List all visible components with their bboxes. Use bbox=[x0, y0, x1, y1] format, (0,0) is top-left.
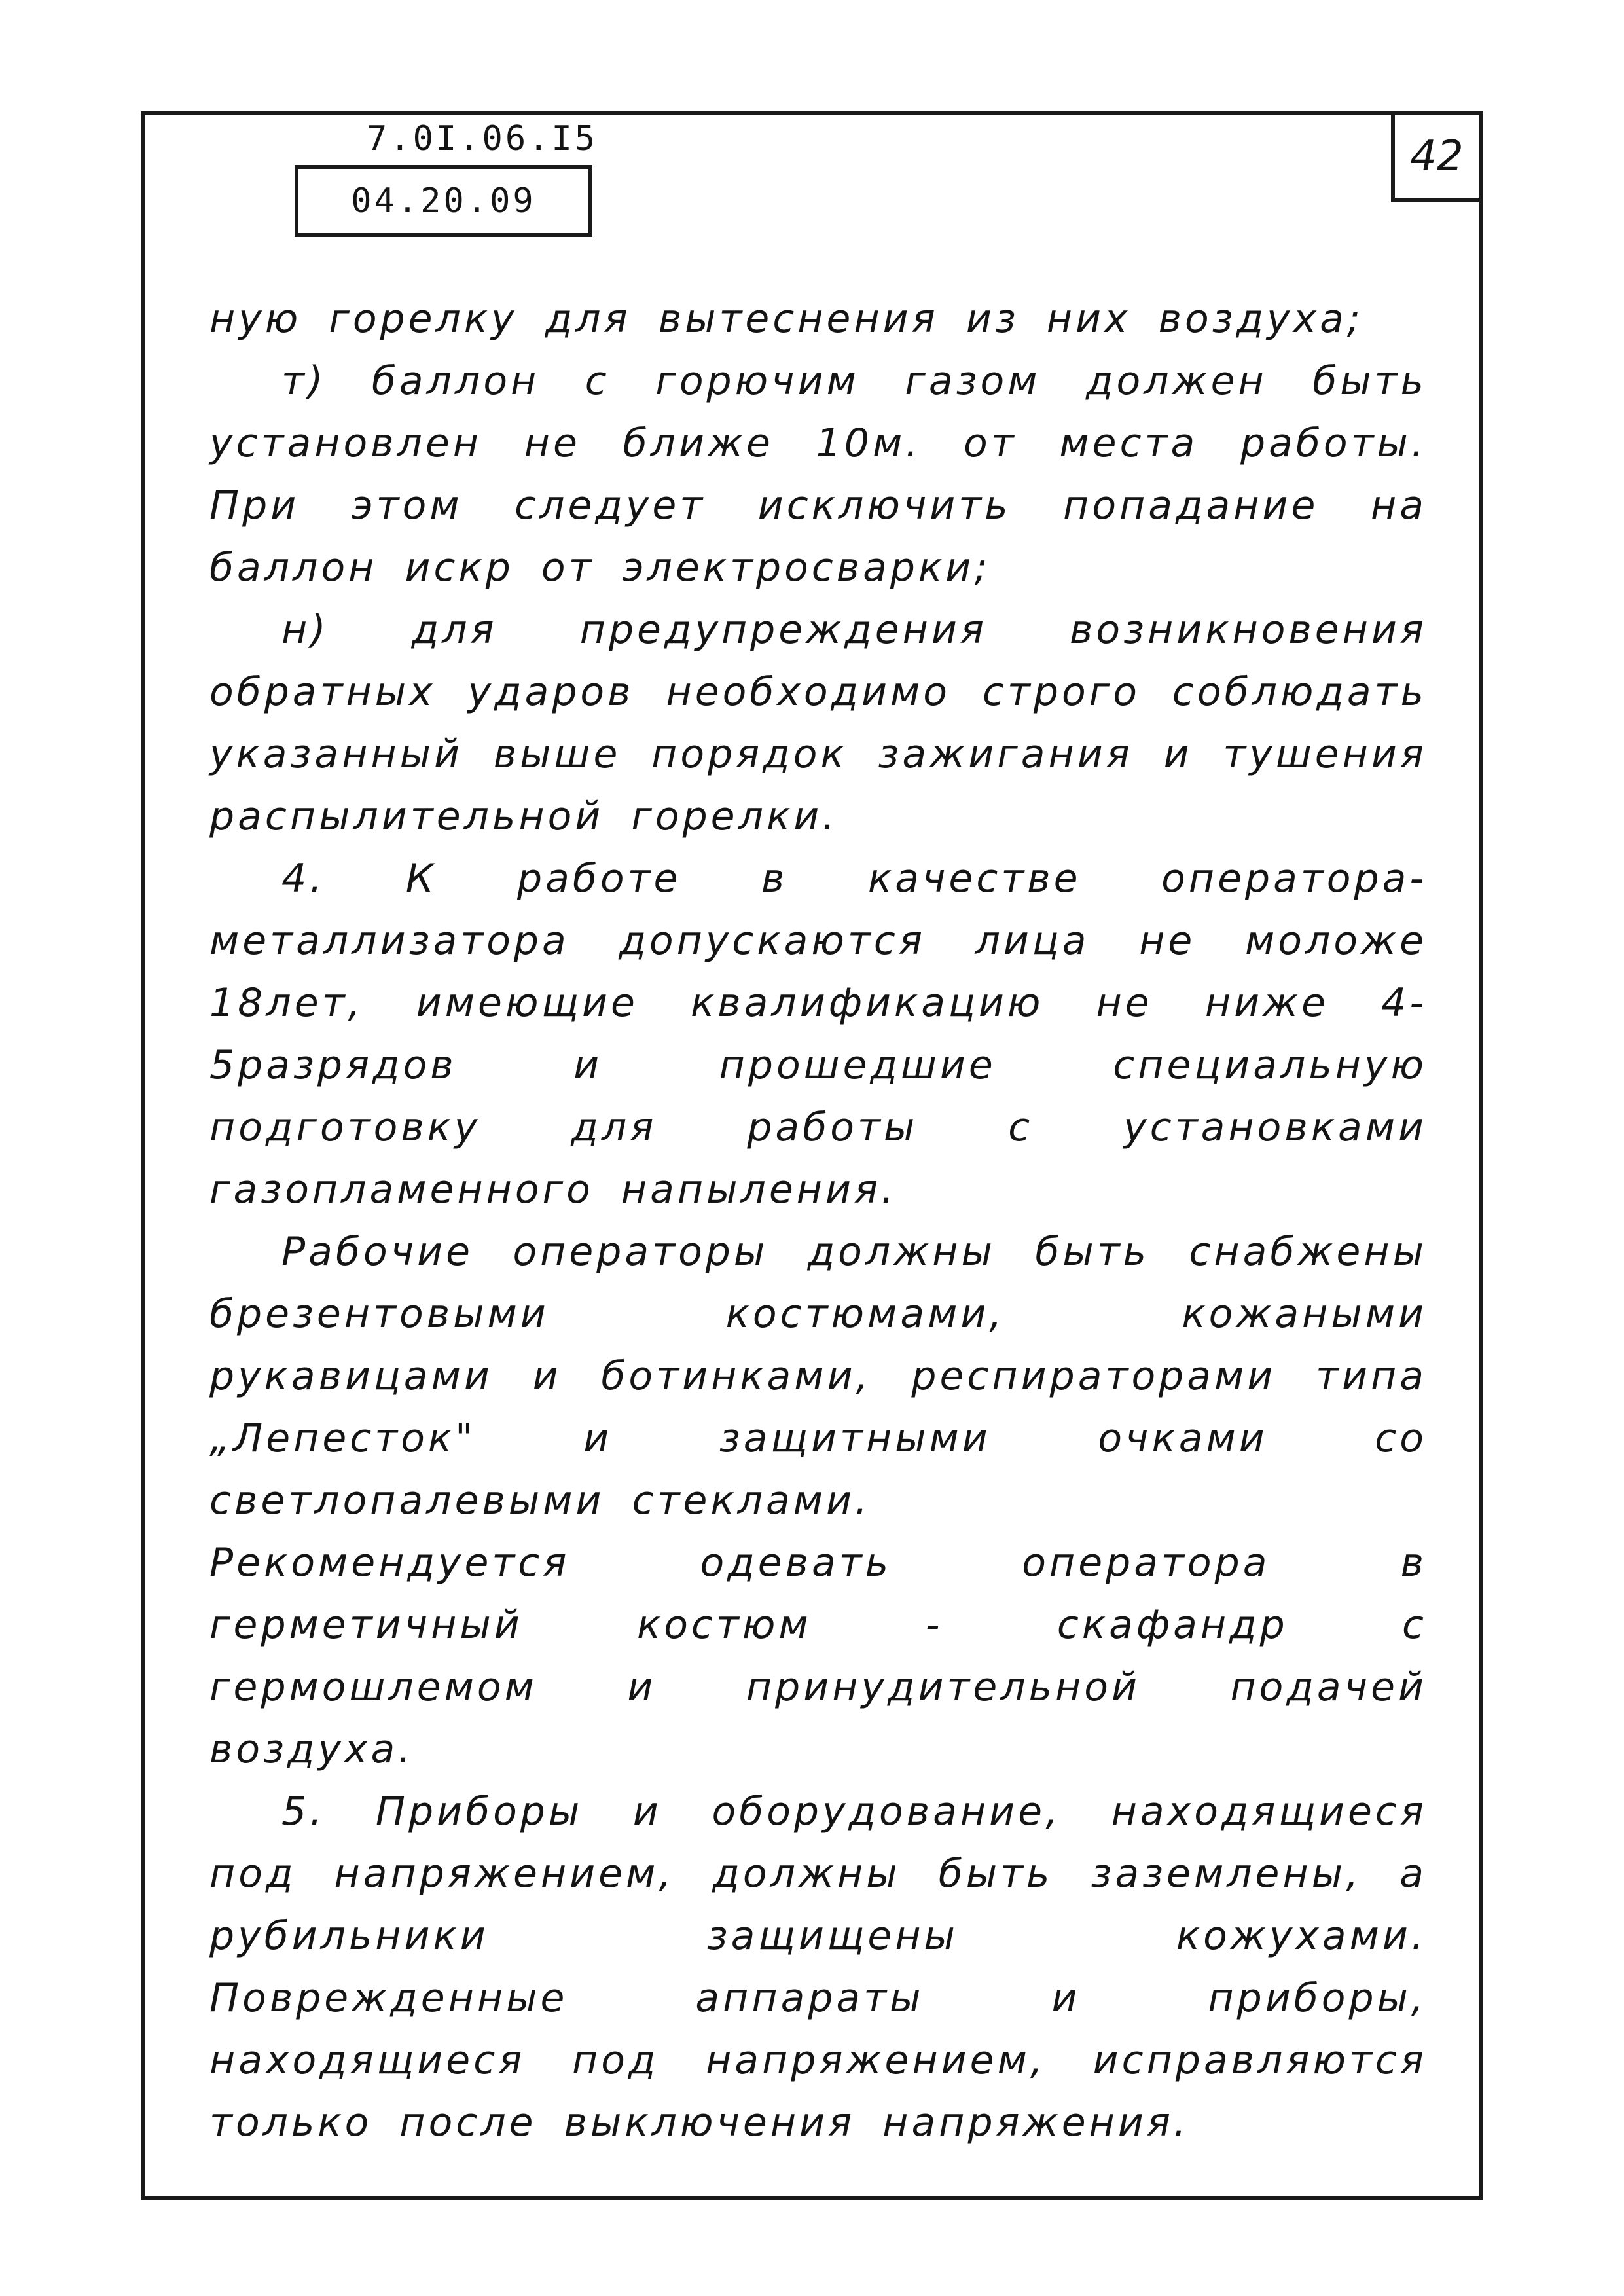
paragraph-operator-qualification: 4. К работе в качестве оператора-металлизатора допускаются лица не моложе 18лет, имеющие квалификацию не ниже 4-5разрядов и прошедшие специальную подготовку для работы с установками газопламенного напыления. bbox=[209, 856, 1427, 1212]
document-subcode: 04.20.09 bbox=[295, 165, 592, 237]
paragraph-electrical-safety: 5. Приборы и оборудование, находящиеся под напряжением, должны быть заземлены, а рубильники защищены кожухами. Поврежденные аппараты и приборы, находящиеся под напряжением, исправляются только после выключения напряжения. bbox=[209, 1789, 1427, 2145]
paragraph-air-purge: ную горелку для вытеснения из них воздуха; bbox=[209, 296, 1364, 342]
page-number: 42 bbox=[1391, 111, 1483, 202]
paragraph-protective-clothing: Рабочие операторы должны быть снабжены брезентовыми костюмами, кожаными рукавицами и ботинками, респираторами типа „Лепесток" и защитными очками со светлопалевыми стеклами. bbox=[209, 1229, 1427, 1523]
document-code: 7.0I.06.I5 bbox=[367, 119, 598, 158]
paragraph-backfire: н) для предупреждения возникновения обратных ударов необходимо строго соблюдать указанный выше порядок зажигания и тушения распылительной горелки. bbox=[209, 607, 1427, 839]
handwritten-body bbox=[209, 288, 1427, 2154]
paragraph-gas-cylinder: т) баллон с горючим газом должен быть установлен не ближе 10м. от места работы. При этом следует исключить попадание на баллон искр от электросварки; bbox=[209, 358, 1427, 591]
paragraph-sealed-suit: Рекомендуется одевать оператора в герметичный костюм - скафандр с гермошлемом и принудительной подачей воздуха. bbox=[209, 1540, 1427, 1772]
